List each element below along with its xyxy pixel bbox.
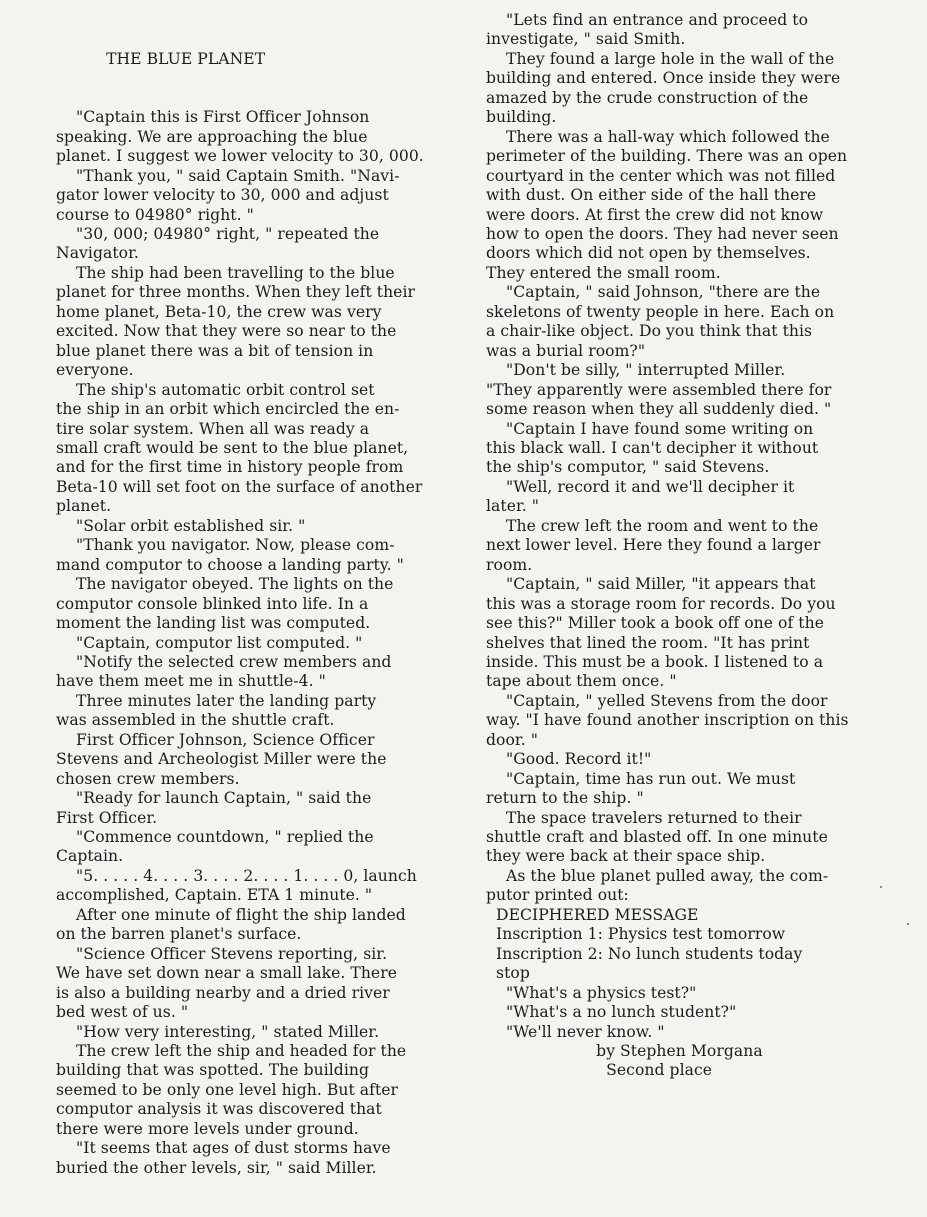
text-line: "Captain, time has run out. We must [486, 769, 796, 788]
text-line: "Good. Record it!" [486, 750, 652, 769]
text-line: way. "I have found another inscription on this [486, 711, 849, 730]
text-line: inside. This must be a book. I listened to a [486, 652, 824, 671]
right-column [486, 11, 896, 1081]
text-line: Captain. [56, 847, 124, 866]
text-line: Beta-10 will set foot on the surface of another [56, 477, 423, 496]
text-line: have them meet me in shuttle-4. " [56, 672, 326, 691]
text-line: small craft would be sent to the blue planet, [56, 438, 409, 457]
text-line: buried the other levels, sir, " said Miller. [56, 1158, 377, 1177]
text-line: chosen crew members. [56, 769, 240, 788]
text-line: moment the landing list was computed. [56, 614, 371, 633]
text-line: mand computor to choose a landing party. " [56, 555, 404, 574]
text-line: There was a hall-way which followed the [486, 127, 830, 146]
text-line: computor analysis it was discovered that [56, 1100, 382, 1119]
story-title: THE BLUE PLANET [106, 49, 266, 68]
text-line: "Captain, computor list computed. " [56, 633, 363, 652]
text-line: later. " [486, 497, 540, 516]
text-line: The crew left the room and went to the [486, 516, 819, 535]
text-line: skeletons of twenty people in here. Each on [486, 302, 835, 321]
text-line: planet. I suggest we lower velocity to 30, 000. [56, 147, 424, 166]
text-line: "Commence countdown, " replied the [56, 828, 374, 847]
text-line: The navigator obeyed. The lights on the [56, 575, 394, 594]
text-line: The space travelers returned to their [486, 808, 802, 827]
text-line: "Captain, " yelled Stevens from the door [486, 691, 828, 710]
text-line: course to 04980° right. " [56, 205, 254, 224]
text-line: shelves that lined the room. "It has print [486, 633, 810, 652]
text-line: putor printed out: [486, 886, 629, 905]
text-line: a chair-like object. Do you think that this [486, 322, 813, 341]
text-line: The ship's automatic orbit control set [56, 380, 375, 399]
text-line: shuttle craft and blasted off. In one minute [486, 828, 828, 847]
text-line: and for the first time in history people from [56, 458, 404, 477]
text-line: bed west of us. " [56, 1003, 189, 1022]
text-line: "Captain, " said Miller, "it appears that [486, 575, 816, 594]
text-line: After one minute of flight the ship landed [56, 905, 406, 924]
text-line: this black wall. I can't decipher it without [486, 438, 819, 457]
text-line: they were back at their space ship. [486, 847, 766, 866]
text-line: Second place [486, 1061, 713, 1080]
text-line: accomplished, Captain. ETA 1 minute. " [56, 886, 373, 905]
text-line: some reason when they all suddenly died. " [486, 400, 832, 419]
text-line: planet for three months. When they left their [56, 283, 415, 302]
text-line: home planet, Beta-10, the crew was very [56, 302, 382, 321]
text-line: investigate, " said Smith. [486, 30, 686, 49]
text-line: perimeter of the building. There was an open [486, 147, 848, 166]
text-line: seemed to be only one level high. But after [56, 1080, 399, 1099]
text-line: The ship had been travelling to the blue [56, 263, 395, 282]
text-line: stop [486, 964, 530, 983]
text-line: gator lower velocity to 30, 000 and adjust [56, 186, 389, 205]
text-line: computor console blinked into life. In a [56, 594, 369, 613]
text-line: see this?" Miller took a book off one of the [486, 614, 824, 633]
text-line: room. [486, 555, 533, 574]
left-column [56, 11, 468, 1217]
text-line: They entered the small room. [486, 263, 721, 282]
text-line: tire solar system. When all was ready a [56, 419, 370, 438]
text-line: "Science Officer Stevens reporting, sir. [56, 944, 388, 963]
text-line: We have set down near a small lake. There [56, 964, 397, 983]
text-line: there were more levels under ground. [56, 1119, 359, 1138]
text-line: "It seems that ages of dust storms have [56, 1139, 391, 1158]
text-line: Stevens and Archeologist Miller were the [56, 750, 387, 769]
paper-speck [880, 886, 882, 888]
text-line: The crew left the ship and headed for the [56, 1042, 407, 1061]
text-line: excited. Now that they were so near to the [56, 322, 397, 341]
text-line: "We'll never know. " [486, 1022, 665, 1041]
text-line: DECIPHERED MESSAGE [486, 905, 699, 924]
text-line: First Officer. [56, 808, 158, 827]
text-line: "They apparently were assembled there for [486, 380, 832, 399]
text-line: how to open the doors. They had never seen [486, 224, 839, 243]
text-line: door. " [486, 730, 538, 749]
text-line: "What's a no lunch student?" [486, 1003, 737, 1022]
text-line: next lower level. Here they found a larger [486, 536, 821, 555]
text-line: "What's a physics test?" [486, 983, 697, 1002]
text-line: planet. [56, 497, 112, 516]
text-line: building and entered. Once inside they were [486, 69, 841, 88]
text-line: building. [486, 108, 557, 127]
text-line: "Captain I have found some writing on [486, 419, 814, 438]
text-line: "Captain this is First Officer Johnson [56, 108, 370, 127]
text-line: Navigator. [56, 244, 139, 263]
text-line: "Thank you, " said Captain Smith. "Navi- [56, 166, 400, 185]
text-line: "30, 000; 04980° right, " repeated the [56, 224, 380, 243]
text-line: is also a building nearby and a dried river [56, 983, 390, 1002]
text-line: "Solar orbit established sir. " [56, 516, 306, 535]
text-line: this was a storage room for records. Do you [486, 594, 836, 613]
paper-speck [907, 923, 909, 925]
text-line: amazed by the crude construction of the [486, 88, 809, 107]
text-line: "Ready for launch Captain, " said the [56, 789, 372, 808]
text-line: blue planet there was a bit of tension in [56, 341, 374, 360]
text-line: "Don't be silly, " interrupted Miller. [486, 361, 786, 380]
text-line: As the blue planet pulled away, the com- [486, 866, 829, 885]
text-line: They found a large hole in the wall of the [486, 49, 835, 68]
text-line: Three minutes later the landing party [56, 691, 377, 710]
text-line: "Lets find an entrance and proceed to [486, 11, 809, 29]
text-line: were doors. At first the crew did not know [486, 205, 824, 224]
text-line: everyone. [56, 361, 134, 380]
text-line: Inscription 2: No lunch students today [486, 944, 803, 963]
text-line: "Well, record it and we'll decipher it [486, 477, 795, 496]
text-line: return to the ship. " [486, 789, 644, 808]
text-line: courtyard in the center which was not filled [486, 166, 836, 185]
text-line: doors which did not open by themselves. [486, 244, 811, 263]
text-line: First Officer Johnson, Science Officer [56, 730, 375, 749]
text-line: building that was spotted. The building [56, 1061, 369, 1080]
text-line: on the barren planet's surface. [56, 925, 302, 944]
text-line: speaking. We are approaching the blue [56, 127, 368, 146]
text-line: "Captain, " said Johnson, "there are the [486, 283, 821, 302]
text-line: tape about them once. " [486, 672, 677, 691]
text-line: "How very interesting, " stated Miller. [56, 1022, 380, 1041]
text-line: Inscription 1: Physics test tomorrow [486, 925, 786, 944]
text-line: with dust. On either side of the hall there [486, 186, 817, 205]
text-line: was a burial room?" [486, 341, 646, 360]
text-line: was assembled in the shuttle craft. [56, 711, 335, 730]
text-line: the ship's computor, " said Stevens. [486, 458, 770, 477]
text-line: by Stephen Morgana [486, 1042, 763, 1061]
text-line: "Thank you navigator. Now, please com- [56, 536, 395, 555]
text-line: the ship in an orbit which encircled the en- [56, 400, 400, 419]
text-line: "Notify the selected crew members and [56, 652, 392, 671]
text-line: "5. . . . . 4. . . . 3. . . . 2. . . . 1. . . . 0, launch [56, 866, 417, 885]
